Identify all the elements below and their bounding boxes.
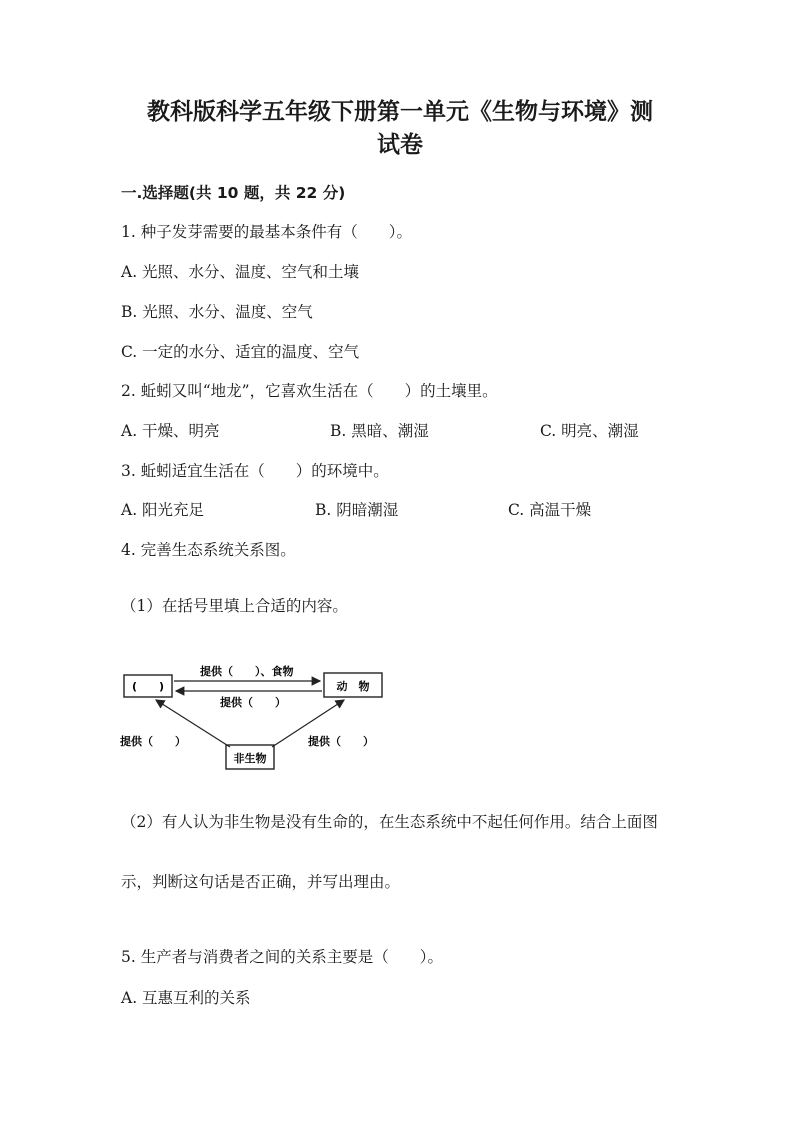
ecosystem-diagram: [112, 655, 402, 777]
q2-stem: 2. 蚯蚓又叫“地龙”，它喜欢生活在（ ）的土壤里。: [121, 382, 498, 400]
nonliving-box-label: 非生物: [233, 752, 267, 765]
q1-option-b: B. 光照、水分、温度、空气: [121, 303, 313, 321]
q4-part-2-line-1: （2）有人认为非生物是没有生命的，在生态系统中不起任何作用。结合上面图: [121, 813, 658, 831]
q4-part-1: （1）在括号里填上合适的内容。: [121, 597, 348, 615]
q2-option-b: B. 黑暗、潮湿: [330, 422, 429, 440]
arrow-top-label: 提供（ ）、食物: [200, 665, 294, 678]
q5-option-a: A. 互惠互利的关系: [121, 989, 251, 1007]
animal-box-label: 动 物: [336, 680, 370, 693]
title-line-2: 试卷: [377, 132, 423, 158]
q1-option-c: C. 一定的水分、适宜的温度、空气: [121, 343, 360, 361]
producer-box-label: ( ): [131, 680, 165, 693]
q4-part-2-line-2: 示，判断这句话是否正确，并写出理由。: [121, 873, 401, 891]
q3-option-a: A. 阳光充足: [121, 501, 205, 519]
q2-option-a: A. 干燥、明亮: [121, 422, 220, 440]
arrow-middle-label: 提供（ ）: [220, 696, 286, 709]
q1-option-a: A. 光照、水分、温度、空气和土壤: [121, 263, 360, 281]
q3-option-c: C. 高温干燥: [508, 501, 592, 519]
q3-option-b: B. 阴暗潮湿: [315, 501, 399, 519]
q2-option-c: C. 明亮、潮湿: [540, 422, 639, 440]
q3-stem: 3. 蚯蚓适宜生活在（ ）的环境中。: [121, 462, 389, 480]
q4-stem: 4. 完善生态系统关系图。: [121, 541, 296, 559]
title-line-1: 教科版科学五年级下册第一单元《生物与环境》测: [147, 99, 653, 125]
q5-stem: 5. 生产者与消费者之间的关系主要是（ ）。: [121, 948, 443, 966]
section-heading: 一.选择题(共 10 题，共 22 分): [121, 184, 346, 202]
exam-title: [100, 96, 700, 162]
arrow-right-label: 提供（ ）: [308, 735, 374, 748]
q1-stem: 1. 种子发芽需要的最基本条件有（ ）。: [121, 223, 412, 241]
arrow-left-label: 提供（ ）: [120, 735, 186, 748]
